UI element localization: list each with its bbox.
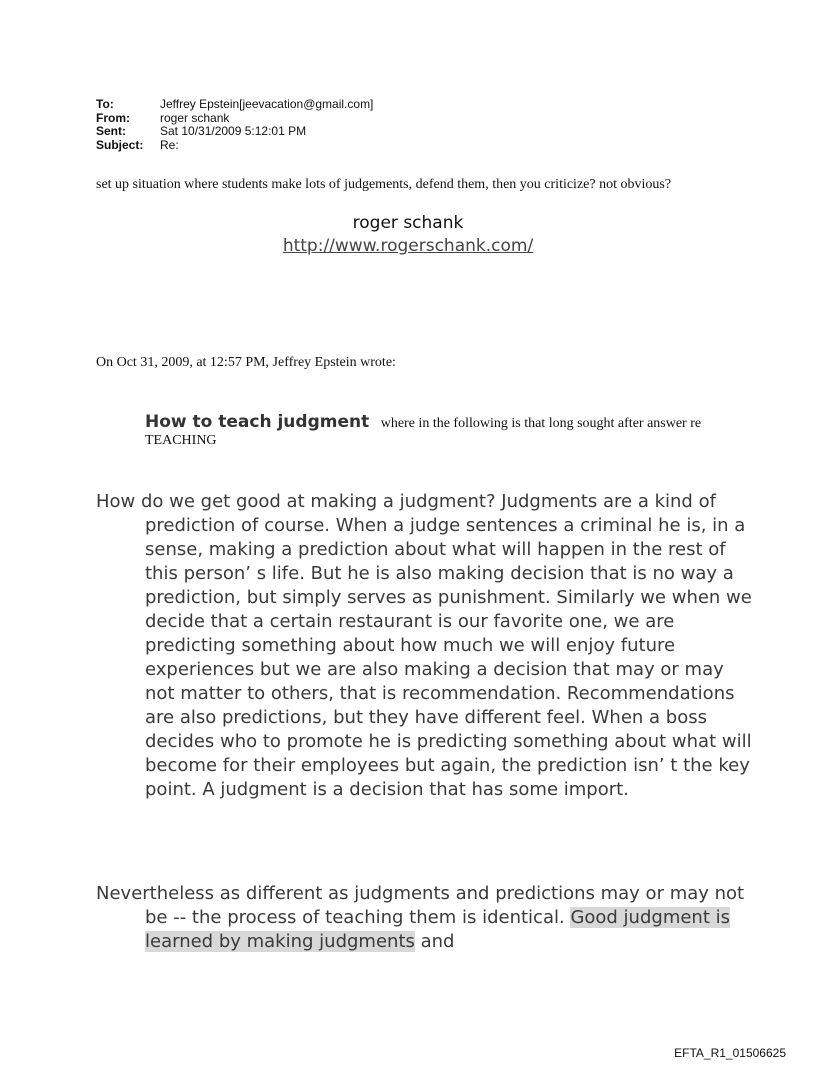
from-label: From: [96,110,130,125]
from-value: roger schank [160,110,230,125]
document-id: EFTA_R1_01506625 [674,1046,786,1060]
sent-value: Sat 10/31/2009 5:12:01 PM [160,124,307,139]
subject-row [96,139,373,153]
from-row [96,112,373,126]
to-row [96,98,373,112]
signature-link[interactable]: http://www.rogerschank.com/ [282,236,534,256]
quoted-paragraph-2 [96,882,755,954]
sent-row [96,125,373,139]
subject-label: Subject: [96,137,144,152]
quoted-paragraph-1: How do we get good at making a judgment? Judgments are a kind of prediction of course. When a judge sentences a criminal he is, in a sense, making a prediction about what will happen in the rest of this person’ s life. But he is also making decision that is no way a prediction, but simply serves as punishment. Similarly we when we decide that a certain restaurant is our favorite one, we are predicting something about how much we will enjoy future experiences but we are also making a decision that may or may not matter to others, that is recommendation. Recommendations are also predictions, but they have different feel. When a boss decides who to promote he is predicting something about what will become for their employees but again, the prediction isn’ t the key point. A judgment is a decision that has some import. [96,491,752,800]
email-header [96,98,373,152]
quoted-heading [145,414,705,449]
quoted-note: where in the following is that long sought after answer re TEACHING [145,416,702,448]
sent-label: Sent: [96,124,126,139]
quote-intro: On Oct 31, 2009, at 12:57 PM, Jeffrey Epstein wrote: [96,355,396,370]
paragraph-2-end: and [414,931,455,952]
to-label: To: [96,97,114,111]
signature-name: roger schank [352,213,464,233]
reply-body: set up situation where students make lots of judgements, defend them, then you criticize? not obvious? [96,177,672,192]
to-value: Jeffrey Epstein[jeevacation@gmail.com] [160,97,374,111]
quoted-title: How to teach judgment [145,412,370,432]
subject-value: Re: [160,137,179,152]
paragraph-2-start: Nevertheless as different as judgments and predictions may or may not be -- the process of teaching them is identical. [96,883,745,928]
highlighted-text: Good judgment is learned by making judgments [145,907,730,952]
